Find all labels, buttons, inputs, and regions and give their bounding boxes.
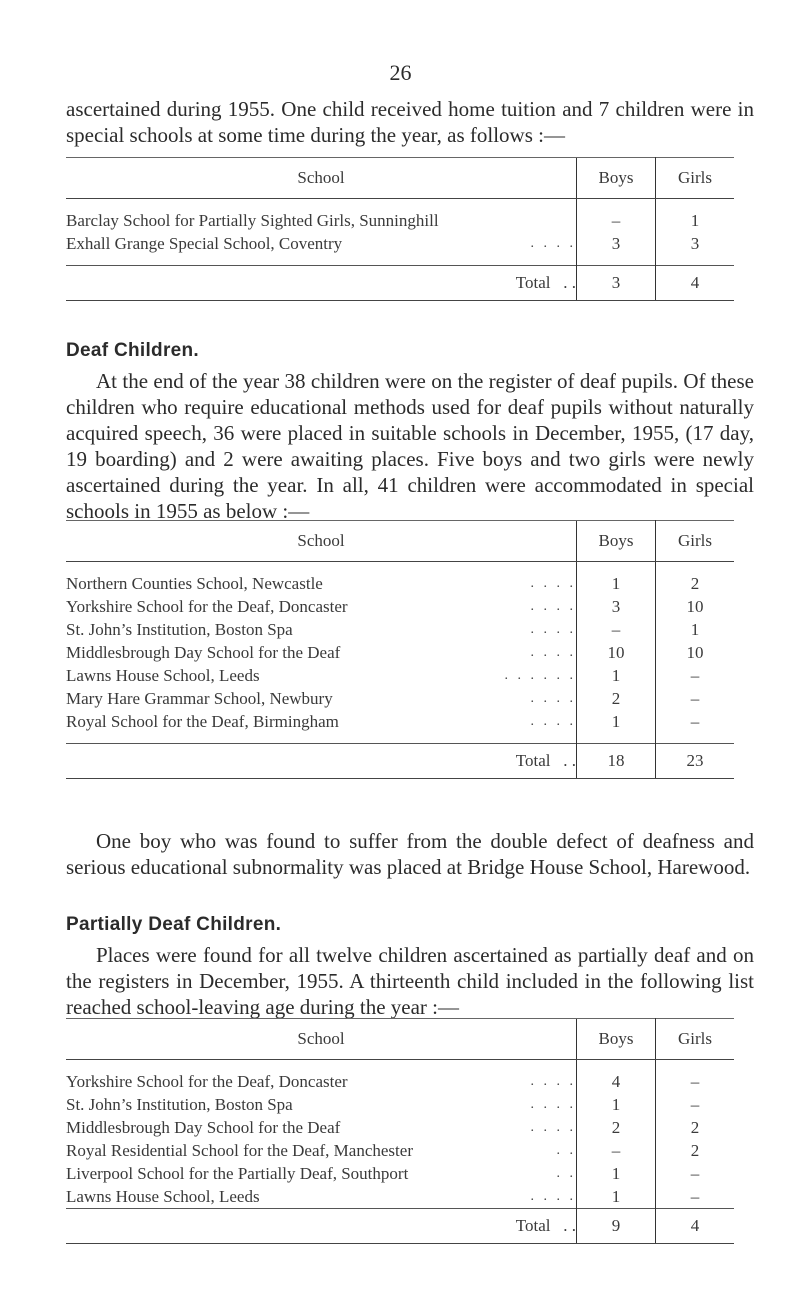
school-name: Royal School for the Deaf, Birmingham	[66, 712, 343, 731]
total-row: Total . . 3 4	[66, 266, 734, 301]
table-row: Royal Residential School for the Deaf, Manchester . . – 2	[66, 1139, 734, 1162]
boys-count: 2	[577, 687, 656, 710]
table-row: Liverpool School for the Partially Deaf, Southport . . 1 –	[66, 1162, 734, 1185]
total-label: Total	[515, 1216, 551, 1235]
school-name: Exhall Grange Special School, Coventry	[66, 234, 346, 253]
girls-count: 1	[690, 211, 700, 230]
boys-count: 2	[577, 1116, 656, 1139]
school-name: Middlesbrough Day School for the Deaf	[66, 643, 344, 662]
girls-header: Girls	[656, 1019, 735, 1060]
girls-count: 1	[690, 620, 700, 639]
table-row: Mary Hare Grammar School, Newbury . . . . 2 –	[66, 687, 734, 710]
table-header-row	[66, 1019, 734, 1060]
partially-deaf-schools-table	[66, 1018, 734, 1244]
total-label: Total	[515, 751, 551, 770]
table-row: Lawns House School, Leeds . . . . 1 –	[66, 1185, 734, 1209]
girls-count: –	[690, 1095, 700, 1114]
total-row: Total . . 9 4	[66, 1209, 734, 1244]
boys-count: 3	[577, 232, 656, 255]
school-name: St. John’s Institution, Boston Spa	[66, 1095, 297, 1114]
school-name: Yorkshire School for the Deaf, Doncaster	[66, 597, 352, 616]
table-row: Royal School for the Deaf, Birmingham . . . . 1 –	[66, 710, 734, 733]
table-row: Yorkshire School for the Deaf, Doncaster . . . . 3 10	[66, 595, 734, 618]
school-name: Liverpool School for the Partially Deaf, Southport	[66, 1164, 412, 1183]
boys-count: –	[577, 618, 656, 641]
girls-count: 2	[690, 1118, 700, 1137]
table-row: Middlesbrough Day School for the Deaf . . . . 2 2	[66, 1116, 734, 1139]
school-name: Yorkshire School for the Deaf, Doncaster	[66, 1072, 352, 1091]
girls-count: –	[690, 1187, 700, 1206]
boys-count: 4	[577, 1070, 656, 1093]
girls-count: 10	[686, 597, 704, 616]
girls-count: 3	[690, 234, 700, 253]
school-name: Mary Hare Grammar School, Newbury	[66, 689, 337, 708]
school-name: Lawns House School, Leeds	[66, 1187, 264, 1206]
total-row: Total . . 18 23	[66, 744, 734, 779]
school-name: Northern Counties School, Newcastle	[66, 574, 327, 593]
table-row: St. John’s Institution, Boston Spa . . . . – 1	[66, 618, 734, 641]
table-row: Middlesbrough Day School for the Deaf . . . . 10 10	[66, 641, 734, 664]
total-girls: 4	[656, 1209, 735, 1244]
boys-count: 1	[577, 710, 656, 733]
school-name: Barclay School for Partially Sighted Girls, Sunninghill	[66, 211, 443, 230]
total-boys: 3	[577, 266, 656, 301]
table-row: Yorkshire School for the Deaf, Doncaster . . . . 4 –	[66, 1070, 734, 1093]
school-name: St. John’s Institution, Boston Spa	[66, 620, 297, 639]
boys-count: 1	[577, 1162, 656, 1185]
boys-count: –	[577, 209, 656, 232]
table-header-row	[66, 158, 734, 199]
girls-count: –	[690, 666, 700, 685]
girls-count: 2	[690, 574, 700, 593]
girls-header: Girls	[656, 521, 735, 562]
girls-count: –	[690, 712, 700, 731]
boys-header: Boys	[577, 158, 656, 199]
school-header: School	[66, 521, 577, 562]
boys-count: 1	[577, 664, 656, 687]
table-row	[66, 209, 734, 232]
deaf-note-paragraph: One boy who was found to suffer from the double defect of deafness and serious educational subnormality was placed at Bridge House School, Harewood.	[66, 829, 754, 879]
total-boys: 18	[577, 744, 656, 779]
table-row: Northern Counties School, Newcastle . . . . 1 2	[66, 572, 734, 595]
boys-count: 10	[577, 641, 656, 664]
page-number: 26	[389, 60, 412, 85]
girls-count: –	[690, 1072, 700, 1091]
partially-deaf-heading: Partially Deaf Children.	[66, 914, 282, 935]
girls-count: –	[690, 689, 700, 708]
table-row: St. John’s Institution, Boston Spa . . . . 1 –	[66, 1093, 734, 1116]
boys-header: Boys	[577, 1019, 656, 1060]
girls-header: Girls	[656, 158, 735, 199]
boys-count: 1	[577, 572, 656, 595]
boys-count: 1	[577, 1185, 656, 1209]
girls-count: –	[690, 1164, 700, 1183]
girls-count: 2	[690, 1141, 700, 1160]
deaf-schools-table	[66, 520, 734, 779]
boys-count: –	[577, 1139, 656, 1162]
intro-paragraph: ascertained during 1955. One child received home tuition and 7 children were in special schools at some time during the year, as follows :—	[66, 97, 754, 147]
partially-deaf-paragraph: Places were found for all twelve children ascertained as partially deaf and on the registers in December, 1955. A thirteenth child included in the following list reached school-leaving age during the year :—	[66, 943, 754, 1019]
total-boys: 9	[577, 1209, 656, 1244]
deaf-children-heading: Deaf Children.	[66, 340, 199, 361]
total-girls: 23	[656, 744, 735, 779]
deaf-children-paragraph: At the end of the year 38 children were on the register of deaf pupils. Of these children who require educational methods used for deaf pupils without naturally acquired speech, 36 were placed in suitable schools in December, 1955, (17 day, 19 boarding) and 2 were awaiting places. Five boys and two girls were newly ascertained during the year. In all, 41 children were accommodated in special schools in 1955 as below :—	[66, 369, 754, 523]
school-name: Lawns House School, Leeds	[66, 666, 264, 685]
boys-header: Boys	[577, 521, 656, 562]
girls-count: 10	[686, 643, 704, 662]
school-name: Royal Residential School for the Deaf, Manchester	[66, 1141, 417, 1160]
total-label: Total	[515, 273, 551, 292]
school-name: Middlesbrough Day School for the Deaf	[66, 1118, 344, 1137]
school-header: School	[66, 158, 577, 199]
boys-count: 3	[577, 595, 656, 618]
boys-count: 1	[577, 1093, 656, 1116]
total-girls: 4	[656, 266, 735, 301]
special-schools-table	[66, 157, 734, 301]
table-header-row	[66, 521, 734, 562]
school-header: School	[66, 1019, 577, 1060]
table-row: Lawns House School, Leeds . . . . . . 1 –	[66, 664, 734, 687]
table-row: Exhall Grange Special School, Coventry . . . . 3 3	[66, 232, 734, 255]
